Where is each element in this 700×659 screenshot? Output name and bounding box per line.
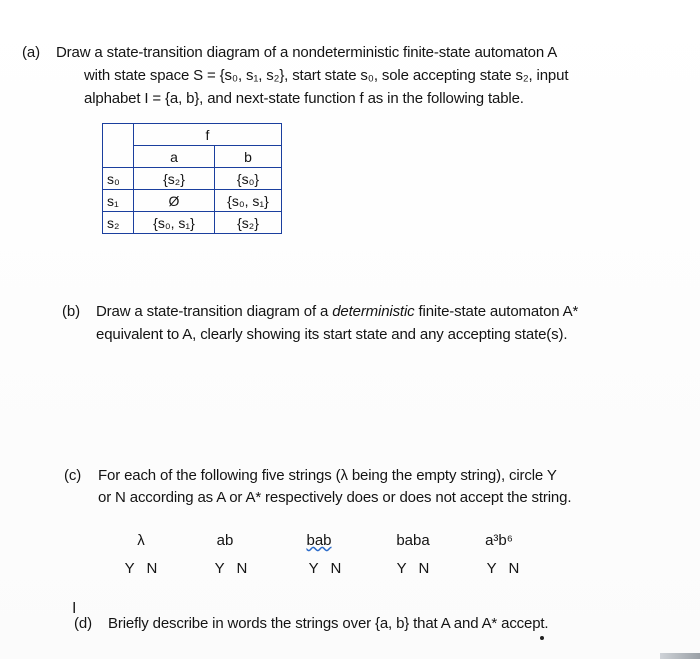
table-row — [103, 168, 282, 190]
part-a-label: (a) — [22, 44, 41, 61]
stray-dot-mark — [540, 636, 544, 640]
table-cell-a: {s₂} — [134, 168, 215, 190]
yn-choice-lambda[interactable]: Y N — [124, 560, 162, 577]
table-row — [103, 190, 282, 212]
part-d-text: Briefly describe in words the strings over {a, b} that A and A* accept. — [108, 615, 549, 632]
part-a-line-3: alphabet I = {a, b}, and next-state function f as in the following table. — [84, 90, 524, 107]
string-a3b6: a³b⁶ — [485, 532, 513, 549]
yn-choice-ab[interactable]: Y N — [214, 560, 252, 577]
table-cell-b: {s₀} — [215, 168, 282, 190]
part-c-label: (c) — [64, 467, 82, 484]
table-cell-a: {s₀, s₁} — [134, 212, 215, 234]
part-b-line-1-post: finite-state automaton A* — [414, 303, 579, 320]
part-b-line-1-pre: Draw a state-transition diagram of a — [96, 303, 333, 320]
table-f-header: f — [134, 124, 282, 146]
part-d-label: (d) — [74, 615, 93, 632]
string-baba: baba — [396, 532, 430, 549]
table-state-cell: s₀ — [103, 168, 134, 190]
part-a-line-1: Draw a state-transition diagram of a nondeterministic finite-state automaton A — [56, 44, 558, 61]
part-b-label: (b) — [62, 303, 81, 320]
part-b-line-2: equivalent to A, clearly showing its start state and any accepting state(s). — [96, 326, 568, 343]
string-lambda: λ — [137, 532, 145, 549]
table-state-cell: s₁ — [103, 190, 134, 212]
yn-choice-bab[interactable]: Y N — [308, 560, 346, 577]
string-ab: ab — [216, 532, 234, 549]
string-bab: bab — [306, 532, 332, 549]
table-header-f-row — [103, 124, 282, 146]
part-c-line-1: For each of the following five strings (λ being the empty string), circle Y — [98, 467, 557, 484]
table-row — [103, 212, 282, 234]
table-cell-b: {s₀, s₁} — [215, 190, 282, 212]
part-a-line-2: with state space S = {s₀, s₁, s₂}, start state s₀, sole accepting state s₂, input — [84, 67, 569, 84]
table-state-cell: s₂ — [103, 212, 134, 234]
text-cursor-mark-icon: I — [72, 600, 77, 617]
yn-choice-baba[interactable]: Y N — [396, 560, 434, 577]
part-b-line-1 — [96, 303, 578, 320]
table-corner-cell-lower — [103, 146, 134, 168]
table-cell-b: {s₂} — [215, 212, 282, 234]
table-cell-a: Ø — [134, 190, 215, 212]
table-col-b-header: b — [215, 146, 282, 168]
page-corner-strip — [660, 653, 700, 659]
part-c-line-2: or N according as A or A* respectively does or does not accept the string. — [98, 489, 572, 506]
table-corner-cell — [103, 124, 134, 146]
part-b-line-1-italic: deterministic — [332, 303, 415, 320]
next-state-table — [102, 123, 282, 234]
yn-choice-a3b6[interactable]: Y N — [486, 560, 524, 577]
table-col-a-header: a — [134, 146, 215, 168]
table-header-input-row — [103, 146, 282, 168]
